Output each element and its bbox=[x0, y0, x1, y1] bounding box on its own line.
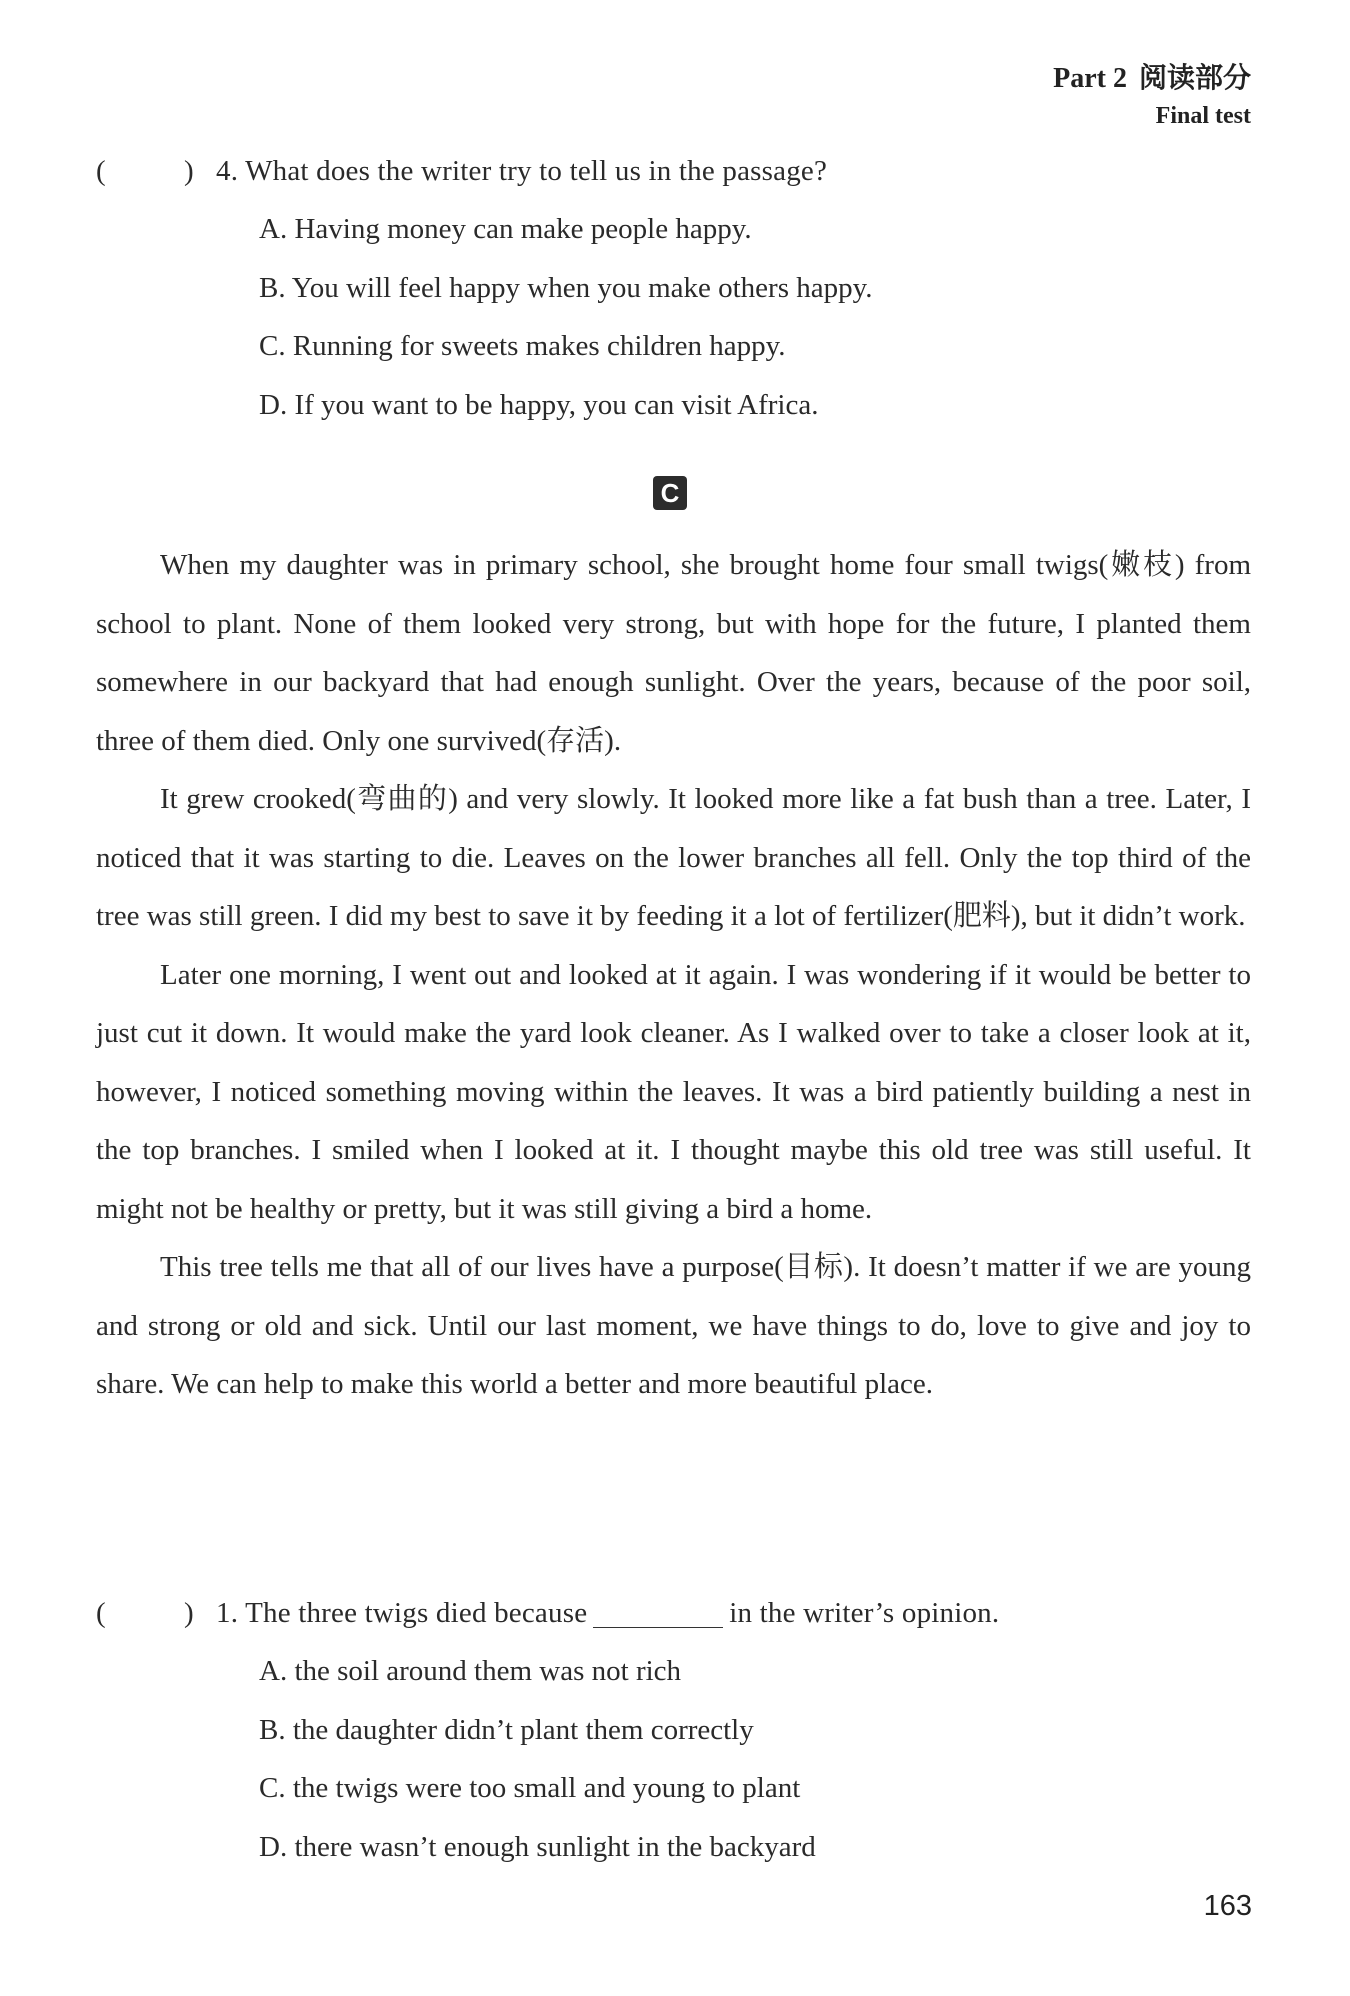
answer-paren[interactable]: ( ) bbox=[96, 155, 194, 187]
page-header bbox=[1053, 58, 1251, 133]
passage-paragraph: It grew crooked(弯曲的) and very slowly. It looked more like a fat bush than a tree. Later, I noticed that it was starting to die. Leaves on the lower branches all fell. Only the top third of the tree was still green. I did my best to save it by feeding it a lot of fertilizer(肥料), but it didn’t work. bbox=[96, 783, 1251, 932]
passage-paragraph: When my daughter was in primary school, she brought home four small twigs(嫩枝) from school to plant. None of them looked very strong, but with hope for the future, I planted them somewhere in our backyard that had enough sunlight. Over the years, because of the poor soil, three of them died. Only one survived(存活). bbox=[96, 549, 1251, 757]
option-d: D. there wasn’t enough sunlight in the backyard bbox=[259, 1830, 816, 1863]
option-a: A. the soil around them was not rich bbox=[259, 1655, 682, 1687]
header-part-cn: 阅读部分 bbox=[1138, 61, 1251, 94]
question-text-before: 1. The three twigs died because bbox=[216, 1597, 588, 1629]
page-number: 163 bbox=[1203, 1890, 1252, 1922]
header-part-label: Part 2 bbox=[1053, 63, 1127, 94]
option-c: C. the twigs were too small and young to plant bbox=[259, 1772, 801, 1804]
option-a: A. Having money can make people happy. bbox=[259, 213, 752, 245]
section-label: C bbox=[653, 476, 687, 510]
answer-blank[interactable] bbox=[593, 1597, 723, 1628]
question-1 bbox=[96, 1584, 999, 1642]
question-text: 4. What does the writer try to tell us in the passage? bbox=[216, 155, 828, 187]
option-d: D. If you want to be happy, you can visit Africa. bbox=[259, 388, 819, 421]
passage-paragraph: Later one morning, I went out and looked at it again. I was wondering if it would be better to just cut it down. It would make the yard look cleaner. As I walked over to take a closer look at it, however, I noticed something moving within the leaves. It was a bird patiently building a nest in the top branches. I smiled when I looked at it. I thought maybe this old tree was still useful. It might not be healthy or pretty, but it was still giving a bird a home. bbox=[96, 958, 1251, 1225]
question-text-after: in the writer’s opinion. bbox=[729, 1597, 1000, 1629]
option-b: B. You will feel happy when you make others happy. bbox=[259, 271, 873, 304]
header-part bbox=[1053, 58, 1251, 99]
question-4-options bbox=[259, 200, 872, 434]
question-1-options bbox=[259, 1642, 816, 1876]
answer-paren[interactable]: ( ) bbox=[96, 1597, 194, 1629]
option-b: B. the daughter didn’t plant them correctly bbox=[259, 1713, 754, 1746]
question-4 bbox=[96, 142, 827, 200]
passage-paragraph: This tree tells me that all of our lives have a purpose(目标). It doesn’t matter if we are young and strong or old and sick. Until our last moment, we have things to do, love to give and joy to share. We can help to make this world a better and more beautiful place. bbox=[96, 1251, 1251, 1400]
header-subtitle: Final test bbox=[1155, 103, 1251, 129]
option-c: C. Running for sweets makes children happy. bbox=[259, 330, 786, 362]
reading-passage bbox=[96, 536, 1251, 1414]
